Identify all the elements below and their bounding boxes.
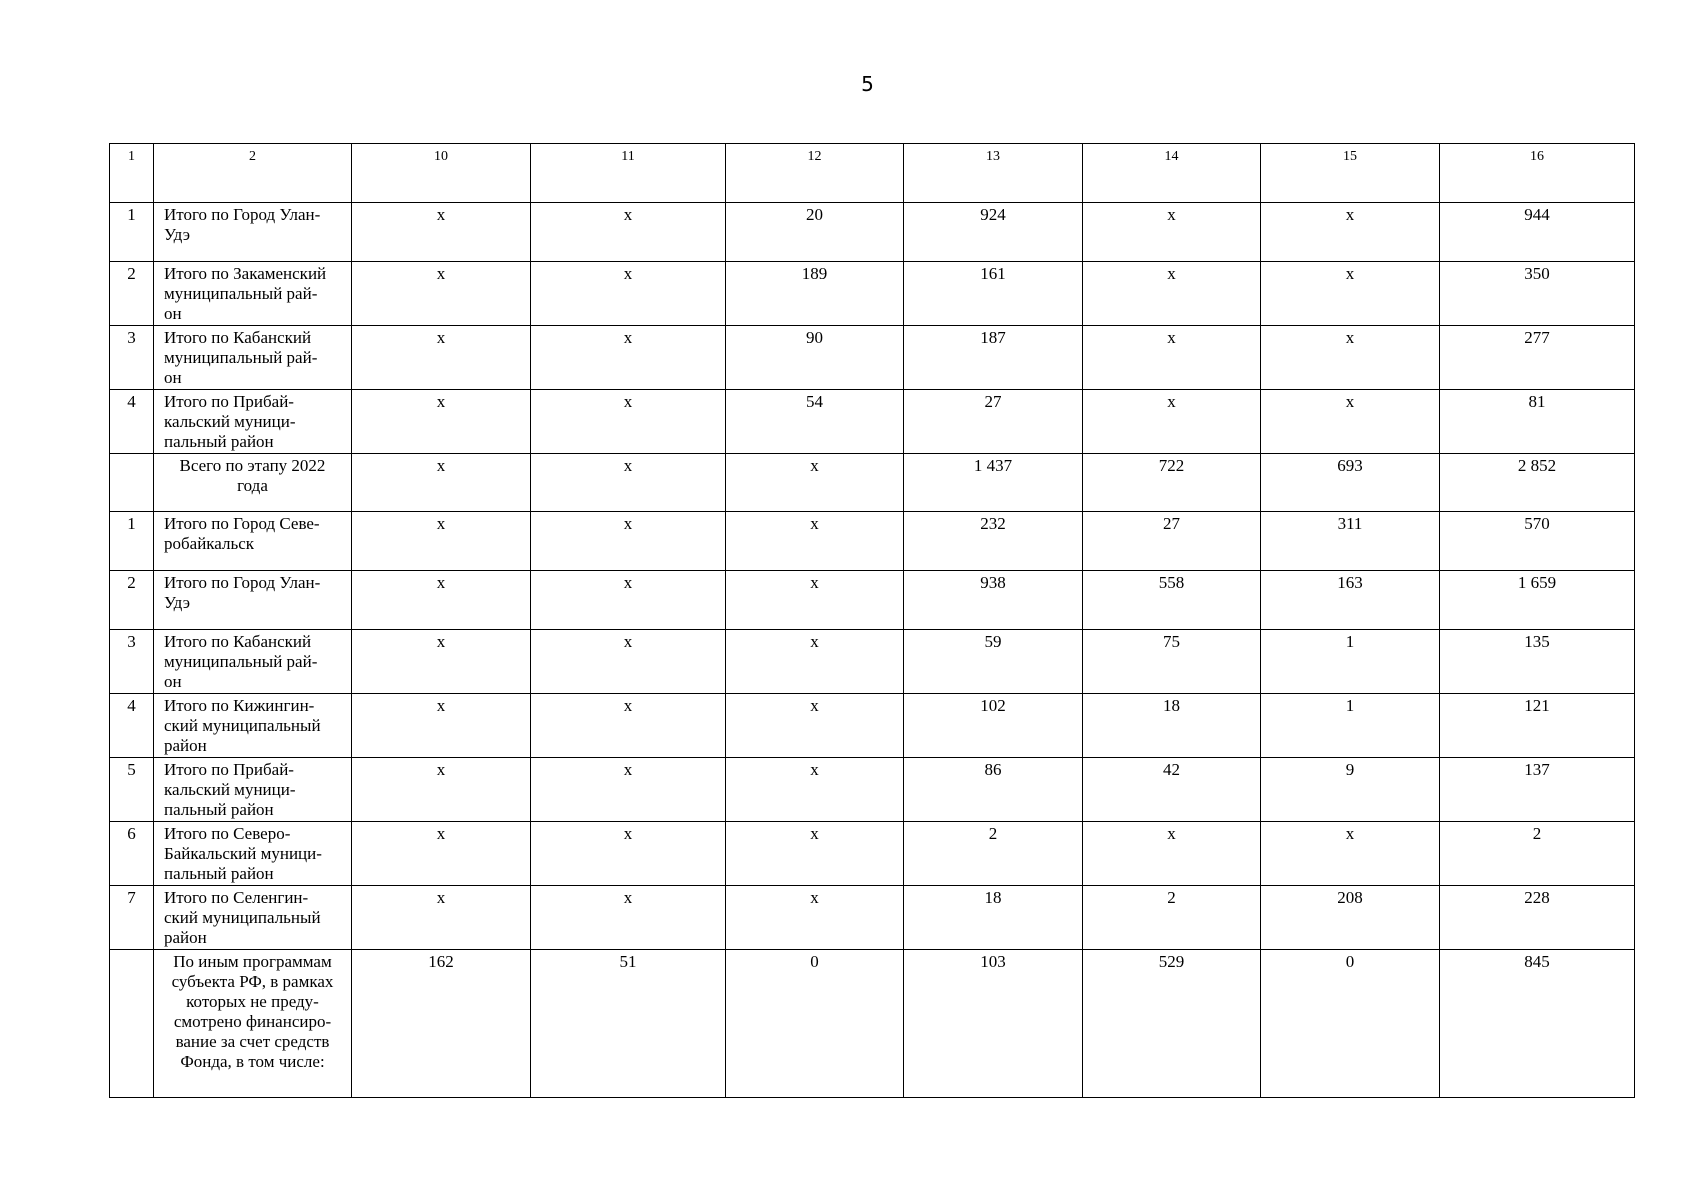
value-cell-16: 944 bbox=[1440, 203, 1635, 262]
value-cell-14: х bbox=[1083, 262, 1261, 326]
value-cell-16: 350 bbox=[1440, 262, 1635, 326]
value-cell-10: х bbox=[352, 512, 531, 571]
value-cell-12: х bbox=[726, 630, 904, 694]
value-cell-10: х bbox=[352, 390, 531, 454]
header-cell: 2 bbox=[154, 144, 352, 203]
value-cell-14: 75 bbox=[1083, 630, 1261, 694]
value-cell-13: 924 bbox=[904, 203, 1083, 262]
value-cell-13: 2 bbox=[904, 822, 1083, 886]
row-name-cell: Итого по Кабанский муниципальный рай- он bbox=[154, 630, 352, 694]
value-cell-14: 42 bbox=[1083, 758, 1261, 822]
value-cell-10: х bbox=[352, 694, 531, 758]
value-cell-15: 1 bbox=[1261, 630, 1440, 694]
table-row bbox=[110, 886, 1635, 950]
value-cell-13: 59 bbox=[904, 630, 1083, 694]
header-row bbox=[110, 144, 1635, 203]
value-cell-12: х bbox=[726, 886, 904, 950]
table-row bbox=[110, 630, 1635, 694]
value-cell-11: х bbox=[531, 758, 726, 822]
value-cell-13: 161 bbox=[904, 262, 1083, 326]
value-cell-14: 722 bbox=[1083, 454, 1261, 512]
value-cell-15: 311 bbox=[1261, 512, 1440, 571]
row-name-cell: Итого по Прибай- кальский муници- пальный район bbox=[154, 758, 352, 822]
value-cell-10: х bbox=[352, 758, 531, 822]
value-cell-12: х bbox=[726, 694, 904, 758]
value-cell-15: 163 bbox=[1261, 571, 1440, 630]
value-cell-12: х bbox=[726, 822, 904, 886]
value-cell-16: 570 bbox=[1440, 512, 1635, 571]
value-cell-15: х bbox=[1261, 203, 1440, 262]
value-cell-13: 27 bbox=[904, 390, 1083, 454]
value-cell-16: 81 bbox=[1440, 390, 1635, 454]
value-cell-14: 529 bbox=[1083, 950, 1261, 1098]
value-cell-14: х bbox=[1083, 822, 1261, 886]
row-name-cell: Итого по Северо- Байкальский муници- пальный район bbox=[154, 822, 352, 886]
row-name-cell: Итого по Город Севе- робайкальск bbox=[154, 512, 352, 571]
value-cell-12: 189 bbox=[726, 262, 904, 326]
row-number-cell: 5 bbox=[110, 758, 154, 822]
value-cell-13: 102 bbox=[904, 694, 1083, 758]
value-cell-15: х bbox=[1261, 822, 1440, 886]
value-cell-16: 2 bbox=[1440, 822, 1635, 886]
value-cell-16: 277 bbox=[1440, 326, 1635, 390]
value-cell-10: х bbox=[352, 630, 531, 694]
value-cell-13: 187 bbox=[904, 326, 1083, 390]
value-cell-11: х bbox=[531, 822, 726, 886]
value-cell-15: 693 bbox=[1261, 454, 1440, 512]
value-cell-10: х bbox=[352, 886, 531, 950]
value-cell-11: х bbox=[531, 262, 726, 326]
value-cell-14: 2 bbox=[1083, 886, 1261, 950]
table-row bbox=[110, 390, 1635, 454]
value-cell-13: 103 bbox=[904, 950, 1083, 1098]
value-cell-11: х bbox=[531, 630, 726, 694]
header-cell: 16 bbox=[1440, 144, 1635, 203]
value-cell-15: 208 bbox=[1261, 886, 1440, 950]
value-cell-10: 162 bbox=[352, 950, 531, 1098]
table-row bbox=[110, 262, 1635, 326]
row-name-cell: Итого по Город Улан- Удэ bbox=[154, 571, 352, 630]
value-cell-13: 86 bbox=[904, 758, 1083, 822]
header-cell: 13 bbox=[904, 144, 1083, 203]
header-cell: 15 bbox=[1261, 144, 1440, 203]
value-cell-13: 1 437 bbox=[904, 454, 1083, 512]
value-cell-16: 2 852 bbox=[1440, 454, 1635, 512]
value-cell-16: 1 659 bbox=[1440, 571, 1635, 630]
value-cell-11: х bbox=[531, 886, 726, 950]
value-cell-14: 27 bbox=[1083, 512, 1261, 571]
value-cell-10: х bbox=[352, 454, 531, 512]
value-cell-11: х bbox=[531, 454, 726, 512]
row-number-cell: 1 bbox=[110, 203, 154, 262]
value-cell-10: х bbox=[352, 571, 531, 630]
value-cell-11: х bbox=[531, 203, 726, 262]
row-name-cell: Итого по Закаменский муниципальный рай- он bbox=[154, 262, 352, 326]
value-cell-13: 18 bbox=[904, 886, 1083, 950]
data-table bbox=[109, 143, 1635, 1098]
value-cell-10: х bbox=[352, 822, 531, 886]
value-cell-12: 90 bbox=[726, 326, 904, 390]
row-name-cell: Итого по Город Улан- Удэ bbox=[154, 203, 352, 262]
header-cell: 14 bbox=[1083, 144, 1261, 203]
value-cell-11: х bbox=[531, 390, 726, 454]
table-row bbox=[110, 950, 1635, 1098]
value-cell-10: х bbox=[352, 326, 531, 390]
row-number-cell: 2 bbox=[110, 571, 154, 630]
value-cell-11: х bbox=[531, 694, 726, 758]
value-cell-12: х bbox=[726, 571, 904, 630]
value-cell-16: 845 bbox=[1440, 950, 1635, 1098]
row-number-cell: 2 bbox=[110, 262, 154, 326]
value-cell-11: х bbox=[531, 512, 726, 571]
table-row bbox=[110, 571, 1635, 630]
page-number: 5 bbox=[861, 72, 874, 96]
row-name-cell: Итого по Кижингин- ский муниципальный район bbox=[154, 694, 352, 758]
value-cell-10: х bbox=[352, 262, 531, 326]
row-number-cell: 1 bbox=[110, 512, 154, 571]
value-cell-12: х bbox=[726, 512, 904, 571]
table-body bbox=[110, 144, 1635, 1098]
value-cell-12: 20 bbox=[726, 203, 904, 262]
row-number-cell: 6 bbox=[110, 822, 154, 886]
row-name-cell: Всего по этапу 2022 года bbox=[154, 454, 352, 512]
value-cell-11: х bbox=[531, 326, 726, 390]
row-number-cell: 3 bbox=[110, 630, 154, 694]
value-cell-13: 938 bbox=[904, 571, 1083, 630]
table-row bbox=[110, 326, 1635, 390]
value-cell-12: 0 bbox=[726, 950, 904, 1098]
value-cell-16: 121 bbox=[1440, 694, 1635, 758]
header-cell: 1 bbox=[110, 144, 154, 203]
value-cell-12: 54 bbox=[726, 390, 904, 454]
value-cell-14: х bbox=[1083, 203, 1261, 262]
row-name-cell: Итого по Кабанский муниципальный рай- он bbox=[154, 326, 352, 390]
table-row bbox=[110, 694, 1635, 758]
value-cell-10: х bbox=[352, 203, 531, 262]
value-cell-16: 135 bbox=[1440, 630, 1635, 694]
header-cell: 12 bbox=[726, 144, 904, 203]
row-name-cell: Итого по Прибай- кальский муници- пальный район bbox=[154, 390, 352, 454]
header-cell: 11 bbox=[531, 144, 726, 203]
row-name-cell: По иным программам субъекта РФ, в рамках которых не преду- смотрено финансиро- вание за счет средств Фонда, в том числе: bbox=[154, 950, 352, 1098]
row-number-cell: 7 bbox=[110, 886, 154, 950]
value-cell-14: х bbox=[1083, 326, 1261, 390]
value-cell-15: х bbox=[1261, 390, 1440, 454]
value-cell-14: 18 bbox=[1083, 694, 1261, 758]
row-number-cell: 4 bbox=[110, 694, 154, 758]
value-cell-15: х bbox=[1261, 326, 1440, 390]
value-cell-16: 137 bbox=[1440, 758, 1635, 822]
value-cell-12: х bbox=[726, 454, 904, 512]
row-number-cell bbox=[110, 454, 154, 512]
value-cell-13: 232 bbox=[904, 512, 1083, 571]
table-row bbox=[110, 454, 1635, 512]
row-number-cell: 3 bbox=[110, 326, 154, 390]
value-cell-15: 0 bbox=[1261, 950, 1440, 1098]
value-cell-11: х bbox=[531, 571, 726, 630]
table-row bbox=[110, 822, 1635, 886]
table-row bbox=[110, 758, 1635, 822]
value-cell-11: 51 bbox=[531, 950, 726, 1098]
value-cell-14: 558 bbox=[1083, 571, 1261, 630]
value-cell-15: 9 bbox=[1261, 758, 1440, 822]
value-cell-12: х bbox=[726, 758, 904, 822]
value-cell-15: х bbox=[1261, 262, 1440, 326]
value-cell-14: х bbox=[1083, 390, 1261, 454]
value-cell-15: 1 bbox=[1261, 694, 1440, 758]
row-number-cell: 4 bbox=[110, 390, 154, 454]
value-cell-16: 228 bbox=[1440, 886, 1635, 950]
header-cell: 10 bbox=[352, 144, 531, 203]
table-row bbox=[110, 512, 1635, 571]
row-name-cell: Итого по Селенгин- ский муниципальный район bbox=[154, 886, 352, 950]
table-row bbox=[110, 203, 1635, 262]
row-number-cell bbox=[110, 950, 154, 1098]
